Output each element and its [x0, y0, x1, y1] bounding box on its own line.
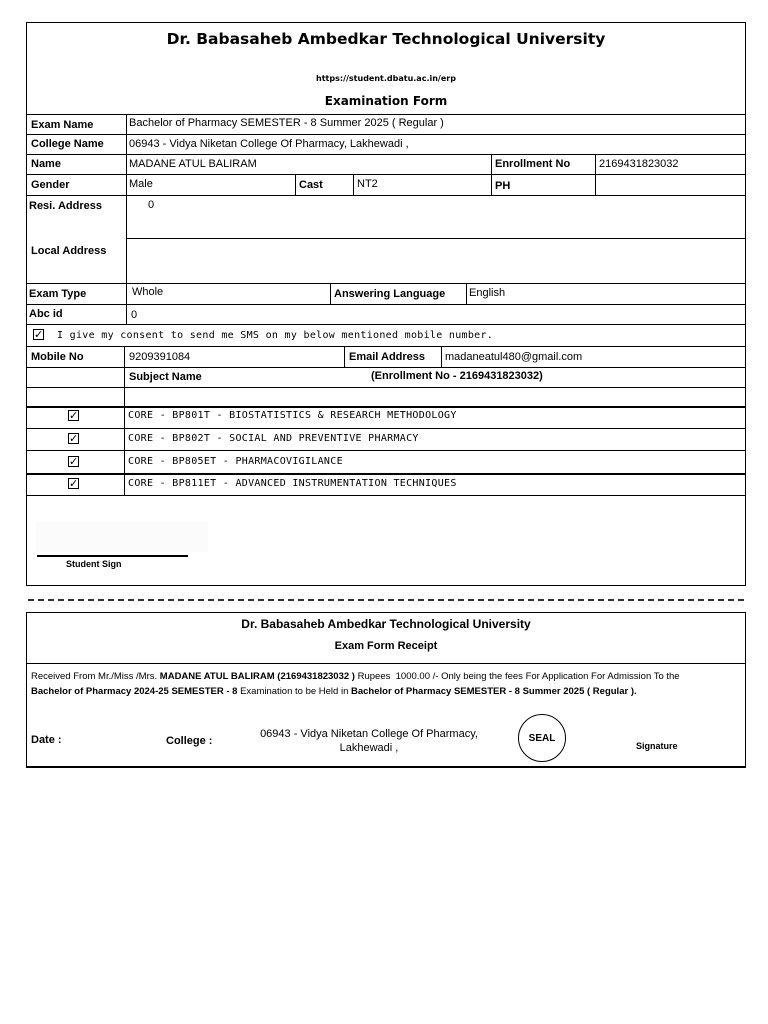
college-name-label: College Name: [31, 138, 104, 150]
college-name-value: 06943 - Vidya Niketan College Of Pharmacy, Lakhewadi ,: [129, 138, 409, 150]
receipt-college-line-1: 06943 - Vidya Niketan College Of Pharmacy,: [260, 728, 478, 740]
enrollment-value: 2169431823032: [599, 158, 679, 170]
subject-name: CORE - BP802T - SOCIAL AND PREVENTIVE PHARMACY: [128, 433, 419, 444]
receipt-text-2: Rupees: [357, 671, 391, 682]
cut-line: [28, 599, 744, 601]
signature-line: [37, 555, 188, 557]
answering-language-value: English: [469, 287, 506, 299]
cast-label: Cast: [299, 179, 323, 191]
consent-text: I give my consent to send me SMS on my below mentioned mobile number.: [57, 330, 494, 341]
subject-name: CORE - BP805ET - PHARMACOVIGILANCE: [128, 456, 343, 467]
receipt-amount: 1000.00: [395, 671, 430, 682]
receipt-text-4: Examination to be Held in: [240, 686, 349, 697]
receipt-signature-label: Signature: [636, 741, 678, 751]
mobile-label: Mobile No: [31, 351, 84, 363]
subject-checkbox[interactable]: ✓: [69, 432, 79, 445]
email-value: madaneatul480@gmail.com: [445, 351, 583, 363]
resi-address-value: 0: [148, 199, 155, 211]
abc-id-value: 0: [131, 309, 138, 321]
subject-name: CORE - BP801T - BIOSTATISTICS & RESEARCH METHODOLOGY: [128, 410, 457, 421]
abc-id-label: Abc id: [29, 308, 63, 320]
resi-address-label: Resi. Address: [29, 200, 102, 212]
form-title: Examination Form: [324, 94, 448, 108]
local-address-label: Local Address: [31, 245, 107, 257]
ph-label: PH: [495, 180, 511, 192]
receipt-college-label: College :: [166, 735, 213, 747]
receipt-college-line-2: Lakhewadi ,: [339, 742, 399, 754]
subject-name-header: Subject Name: [129, 371, 202, 383]
exam-type-label: Exam Type: [29, 288, 87, 300]
receipt-text-3: /- Only being the fees For Application For Admission To the: [432, 671, 680, 682]
subject-checkbox[interactable]: ✓: [69, 409, 79, 422]
subject-checkbox[interactable]: ✓: [69, 455, 79, 468]
seal-label: SEAL: [528, 732, 556, 744]
enrollment-label: Enrollment No: [495, 158, 571, 170]
receipt-exam: Bachelor of Pharmacy SEMESTER - 8 Summer 2025 ( Regular ).: [351, 686, 637, 697]
consent-checkbox[interactable]: ✓: [34, 328, 44, 341]
name-value: MADANE ATUL BALIRAM: [129, 158, 257, 170]
receipt-student-name: MADANE ATUL BALIRAM (2169431823032 ): [159, 671, 355, 682]
subject-checkbox[interactable]: ✓: [69, 477, 79, 490]
exam-type-value: Whole: [132, 286, 164, 298]
exam-name-value: Bachelor of Pharmacy SEMESTER - 8 Summer 2025 ( Regular ): [129, 117, 444, 129]
receipt-program: Bachelor of Pharmacy 2024-25 SEMESTER - 8: [31, 686, 238, 697]
seal-stamp: [518, 714, 566, 762]
receipt-text: [31, 669, 743, 699]
receipt-text-1: Received From Mr./Miss /Mrs.: [31, 671, 158, 682]
signature-area: [36, 522, 208, 552]
student-sign-label: Student Sign: [66, 559, 122, 569]
subject-name: CORE - BP811ET - ADVANCED INSTRUMENTATION TECHNIQUES: [128, 478, 457, 489]
receipt-college-name: [240, 727, 498, 755]
answering-language-label: Answering Language: [334, 288, 446, 300]
receipt-university-title: Dr. Babasaheb Ambedkar Technological University: [241, 617, 531, 631]
portal-url[interactable]: https://student.dbatu.ac.in/erp: [316, 74, 456, 83]
cast-value: NT2: [357, 178, 378, 190]
receipt-title: Exam Form Receipt: [334, 640, 438, 652]
subjects-enrollment-note: (Enrollment No - 2169431823032): [371, 370, 543, 382]
gender-label: Gender: [31, 179, 70, 191]
university-title: Dr. Babasaheb Ambedkar Technological University: [166, 30, 606, 48]
receipt-date-label: Date :: [31, 734, 62, 746]
email-label: Email Address: [349, 351, 426, 363]
name-label: Name: [31, 158, 61, 170]
gender-value: Male: [129, 178, 153, 190]
mobile-value: 9209391084: [129, 351, 191, 363]
exam-name-label: Exam Name: [31, 119, 94, 131]
